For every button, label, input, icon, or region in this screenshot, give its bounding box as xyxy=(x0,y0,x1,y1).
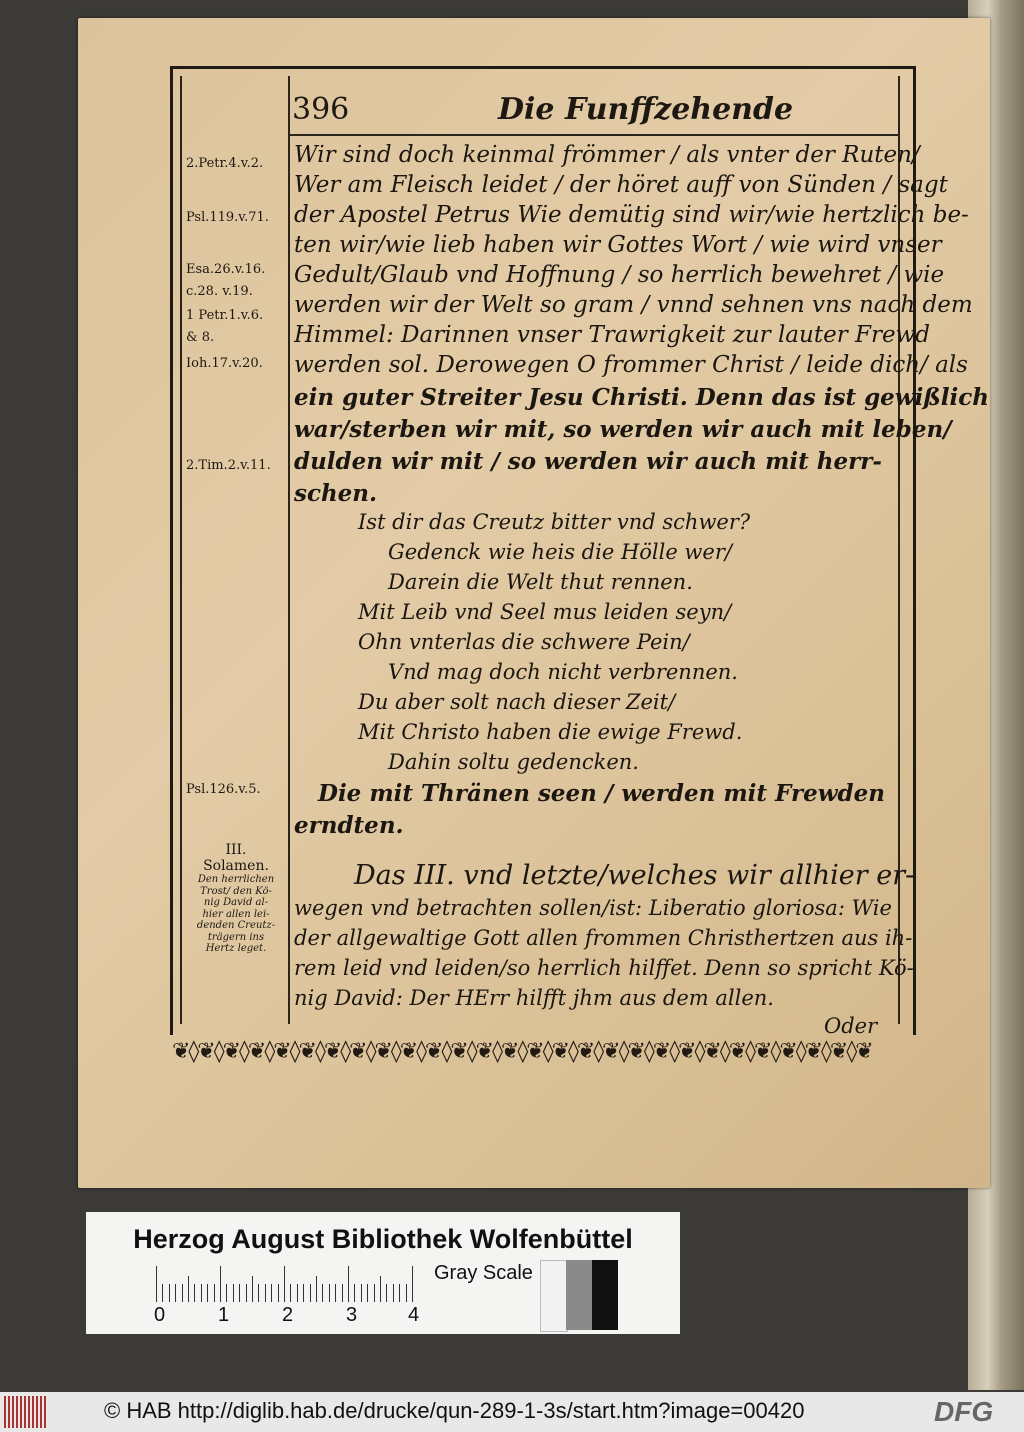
ruler-tick xyxy=(310,1284,311,1302)
ruler-tick xyxy=(406,1284,407,1302)
solamen-line: trägern ins xyxy=(207,931,265,943)
margin-note: 2.Tim.2.v.11. xyxy=(186,458,271,473)
margin-note: 1 Petr.1.v.6. xyxy=(186,308,264,323)
solamen-line: Hertz leget. xyxy=(205,943,267,955)
text-line: der allgewaltige Gott allen frommen Christhertzen aus ih- xyxy=(294,926,913,950)
ruler-tick xyxy=(278,1284,279,1302)
verse-line: Vnd mag doch nicht verbrennen. xyxy=(388,660,738,684)
ruler-tick xyxy=(214,1284,215,1302)
verse-line: Mit Christo haben die ewige Frewd. xyxy=(358,720,743,744)
verse-line: Gedenck wie heis die Hölle wer/ xyxy=(388,540,732,564)
ruler-tick xyxy=(342,1284,343,1302)
running-title: Die Funffzehende xyxy=(498,92,794,127)
ruler-tick xyxy=(271,1284,272,1302)
text-line: Himmel: Darinnen vnser Trawrigkeit zur lauter Frewd xyxy=(294,322,930,348)
text-line: nig David: Der HErr hilfft jhm aus dem allen. xyxy=(294,986,774,1010)
ruler-tick xyxy=(156,1266,157,1302)
header-rule xyxy=(290,134,900,136)
ruler-tick xyxy=(182,1284,183,1302)
solamen-line: hier allen lei- xyxy=(202,908,270,920)
ruler-tick xyxy=(252,1276,253,1302)
ruler-tick xyxy=(220,1266,221,1302)
ruler-tick xyxy=(284,1266,285,1302)
ruler-tick xyxy=(258,1284,259,1302)
text-line: der Apostel Petrus Wie demütig sind wir/wie hertzlich be- xyxy=(294,202,969,228)
verse-line: Mit Leib vnd Seel mus leiden seyn/ xyxy=(358,600,732,624)
text-line: werden sol. Derowegen O frommer Christ / leide dich/ als xyxy=(294,352,968,378)
margin-column-rule xyxy=(288,76,290,1024)
ruler-tick xyxy=(354,1284,355,1302)
verse-line: Ohn vnterlas die schwere Pein/ xyxy=(358,630,690,654)
ruler-tick xyxy=(367,1284,368,1302)
ruler-tick xyxy=(201,1284,202,1302)
ornament-border: ❦◊❦◊❦◊❦◊❦◊❦◊❦◊❦◊❦◊❦◊❦◊❦◊❦◊❦◊❦◊❦◊❦◊❦◊❦◊❦◊❦◊❦◊❦◊❦◊❦◊❦◊❦◊❦ xyxy=(172,1038,872,1064)
text-line: Wer am Fleisch leidet / der höret auff von Sünden / sagt xyxy=(294,172,948,198)
ruler-tick xyxy=(374,1284,375,1302)
text-line: dulden wir mit / so werden wir auch mit herr- xyxy=(294,448,882,475)
ruler-number: 3 xyxy=(346,1304,358,1326)
footer-url[interactable]: © HAB http://diglib.hab.de/drucke/qun-289-1-3s/start.htm?image=00420 xyxy=(104,1398,805,1423)
text-line: war/sterben wir mit, so werden wir auch mit leben/ xyxy=(294,416,952,443)
text-line: schen. xyxy=(294,480,378,507)
margin-note: & 8. xyxy=(186,330,215,345)
solamen-line: nig David al- xyxy=(203,897,269,909)
ruler-number: 4 xyxy=(408,1304,420,1326)
solamen-line: denden Creutz- xyxy=(196,920,276,932)
solamen-note xyxy=(186,842,286,955)
margin-note: Psl.126.v.5. xyxy=(186,782,261,797)
psalm-line: erndten. xyxy=(294,812,404,839)
ruler-tick xyxy=(226,1284,227,1302)
ruler-tick xyxy=(393,1284,394,1302)
ruler-tick xyxy=(194,1284,195,1302)
footer-bar xyxy=(0,1392,1024,1432)
text-line: rem leid vnd leiden/so herrlich hilffet. Denn so spricht Kö- xyxy=(294,956,914,980)
ruler-number: 2 xyxy=(282,1304,294,1326)
text-line: Wir sind doch keinmal frömmer / als vnter der Ruten/ xyxy=(294,142,920,168)
margin-note: Ioh.17.v.20. xyxy=(186,356,263,371)
ruler-tick xyxy=(246,1284,247,1302)
ruler-tick xyxy=(265,1284,266,1302)
ruler-tick xyxy=(297,1284,298,1302)
ruler-tick xyxy=(207,1284,208,1302)
ruler-tick xyxy=(386,1284,387,1302)
section-opening: Das III. vnd letzte/welches wir allhier er- xyxy=(354,860,915,891)
ruler-tick xyxy=(290,1284,291,1302)
psalm-line: Die mit Thränen seen / werden mit Frewden xyxy=(318,780,885,807)
page-header xyxy=(292,92,892,132)
margin-note: Esa.26.v.16. xyxy=(186,262,266,277)
ruler-tick xyxy=(329,1284,330,1302)
text-line: werden wir der Welt so gram / vnnd sehnen vns nach dem xyxy=(294,292,973,318)
verse-line: Dahin soltu gedencken. xyxy=(388,750,639,774)
catchword: Oder xyxy=(824,1014,878,1038)
ruler xyxy=(156,1262,436,1302)
gray-scale-label: Gray Scale xyxy=(434,1262,533,1284)
ruler-tick xyxy=(348,1266,349,1302)
ruler-tick xyxy=(162,1284,163,1302)
gray-swatch-white xyxy=(540,1260,568,1332)
page-number: 396 xyxy=(292,92,350,127)
ruler-tick xyxy=(399,1284,400,1302)
ruler-tick xyxy=(380,1276,381,1302)
text-line: ein guter Streiter Jesu Christi. Denn das ist gewißlich xyxy=(294,384,990,411)
ruler-tick xyxy=(361,1284,362,1302)
ruler-tick xyxy=(233,1284,234,1302)
verse-line: Darein die Welt thut rennen. xyxy=(388,570,693,594)
ruler-tick xyxy=(169,1284,170,1302)
gray-swatch-black xyxy=(592,1260,618,1330)
margin-note: c.28. v.19. xyxy=(186,284,253,299)
solamen-line: Trost/ den Kö- xyxy=(200,885,272,897)
text-line: wegen vnd betrachten sollen/ist: Liberatio gloriosa: Wie xyxy=(294,896,892,920)
ruler-tick xyxy=(239,1284,240,1302)
solamen-title: Solamen. xyxy=(203,858,269,875)
margin-note: 2.Petr.4.v.2. xyxy=(186,156,264,171)
ruler-number: 0 xyxy=(154,1304,166,1326)
text-line: ten wir/wie lieb haben wir Gottes Wort / wie wird vnser xyxy=(294,232,942,258)
ruler-tick xyxy=(322,1284,323,1302)
ruler-tick xyxy=(188,1276,189,1302)
verse-line: Ist dir das Creutz bitter vnd schwer? xyxy=(358,510,751,534)
dfg-logo: DFG xyxy=(934,1396,994,1427)
text-line: Gedult/Glaub vnd Hoffnung / so herrlich bewehret / wie xyxy=(294,262,945,288)
ruler-tick xyxy=(335,1284,336,1302)
library-label xyxy=(86,1212,680,1334)
solamen-numeral: III. xyxy=(225,842,247,858)
barcode-icon xyxy=(4,1396,46,1428)
ruler-tick xyxy=(175,1284,176,1302)
ruler-tick xyxy=(412,1266,413,1302)
library-name: Herzog August Bibliothek Wolfenbüttel xyxy=(133,1224,633,1254)
ruler-tick xyxy=(316,1276,317,1302)
frame-rule-left xyxy=(180,76,182,1024)
verse-line: Du aber solt nach dieser Zeit/ xyxy=(358,690,676,714)
ruler-number: 1 xyxy=(218,1304,230,1326)
gray-swatch-mid xyxy=(566,1260,592,1330)
solamen-line: Den herrlichen xyxy=(197,874,275,886)
margin-note: Psl.119.v.71. xyxy=(186,210,269,225)
ruler-tick xyxy=(303,1284,304,1302)
